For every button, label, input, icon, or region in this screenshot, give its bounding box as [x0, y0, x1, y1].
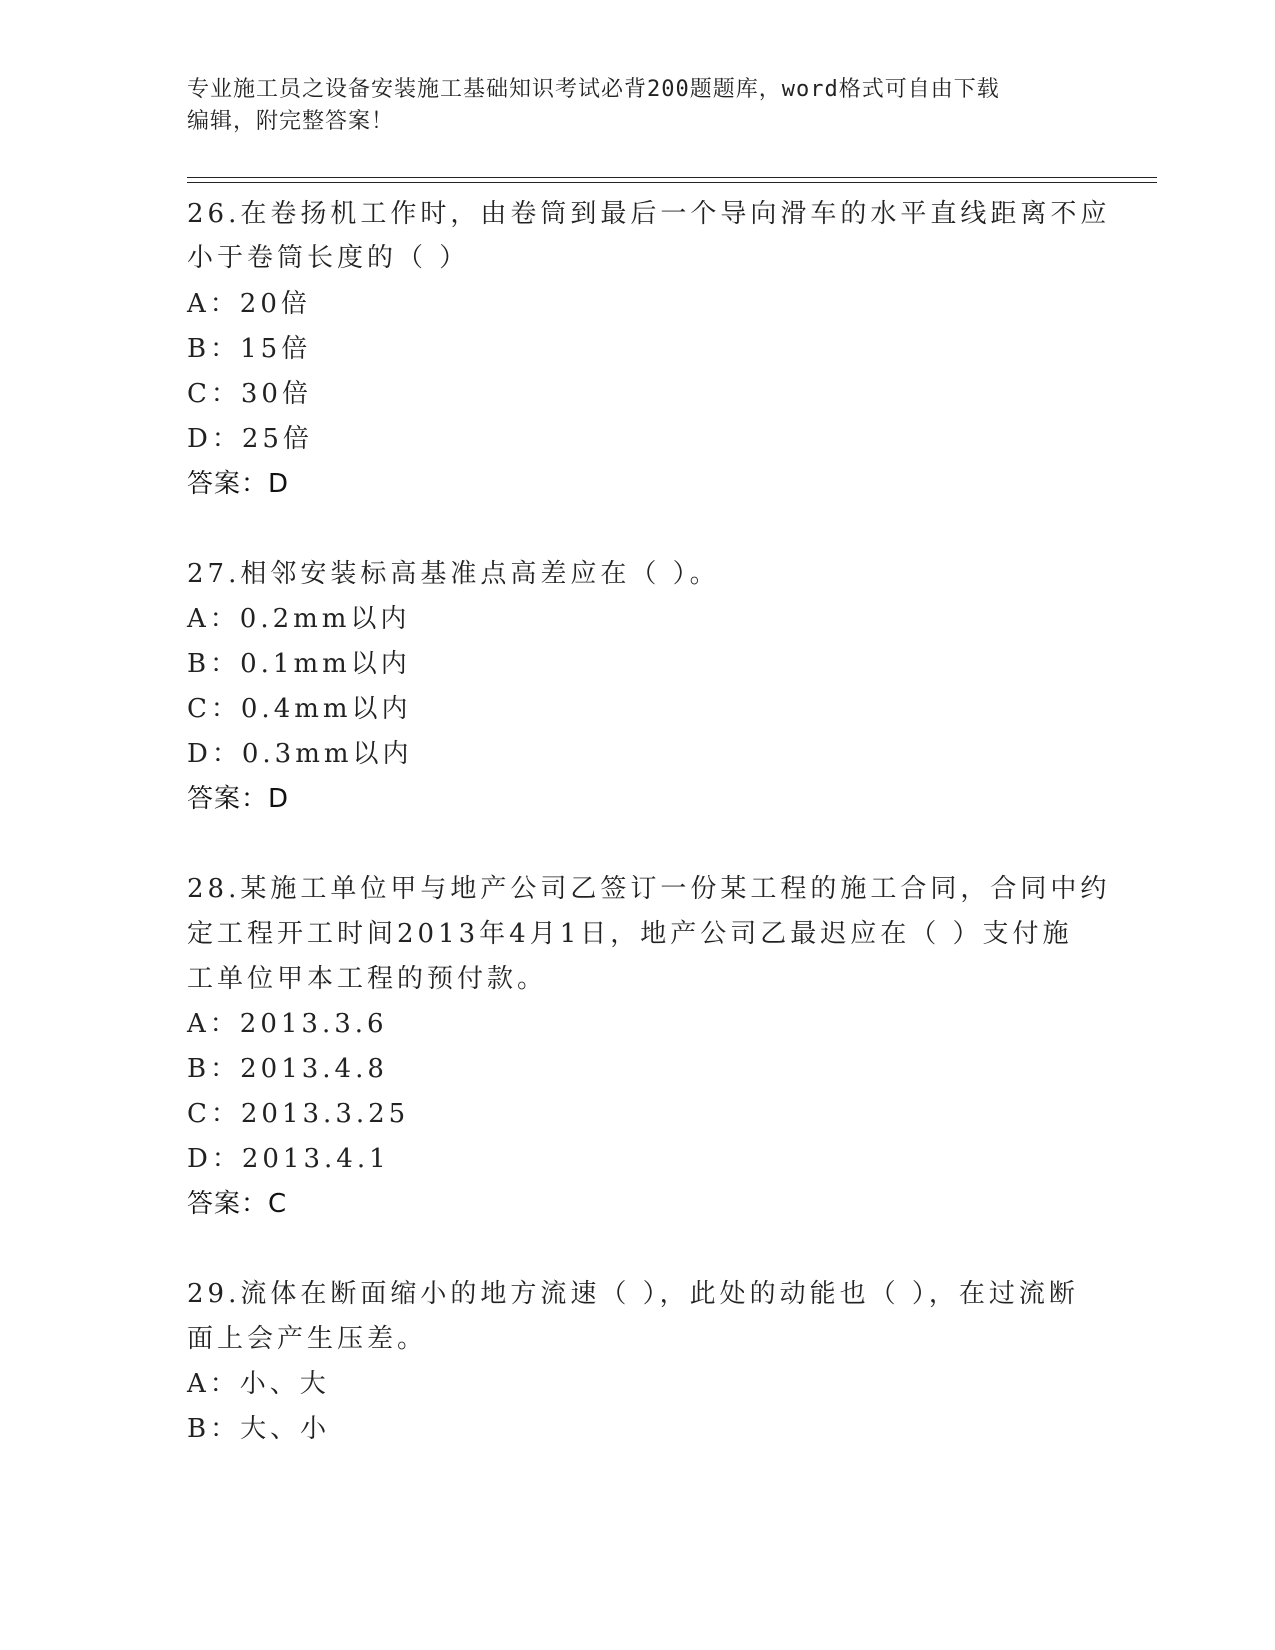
header-line-2: 编辑，附完整答案！	[187, 109, 395, 134]
option-c: C：0.4mm以内	[187, 694, 412, 724]
option-b: B：0.1mm以内	[187, 649, 411, 679]
header-line-1: 专业施工员之设备安装施工基础知识考试必背200题题库，word格式可自由下载	[187, 77, 1000, 102]
question-stem-line: 小于卷筒长度的（ ）	[187, 243, 470, 273]
option-d: D：25倍	[187, 424, 313, 454]
answer-line: 答案：D	[187, 469, 290, 499]
option-a: A：小、大	[187, 1369, 330, 1399]
question-stem-line: 面上会产生压差。	[187, 1324, 428, 1354]
option-c: C：30倍	[187, 379, 312, 409]
option-c: C：2013.3.25	[187, 1099, 410, 1129]
option-d: D：0.3mm以内	[187, 739, 413, 769]
question-stem-line: 27.相邻安装标高基准点高差应在（ ）。	[187, 559, 720, 589]
header-divider-bottom	[187, 182, 1157, 183]
question-stem-line: 26.在卷扬机工作时，由卷筒到最后一个导向滑车的水平直线距离不应	[187, 199, 1111, 229]
option-b: B：15倍	[187, 334, 312, 364]
option-a: A：0.2mm以内	[187, 604, 411, 634]
question-stem-line: 定工程开工时间2013年4月1日，地产公司乙最迟应在（ ）支付施	[187, 919, 1073, 949]
header-divider-top	[187, 177, 1157, 178]
question-stem-line: 28.某施工单位甲与地产公司乙签订一份某工程的施工合同，合同中约	[187, 874, 1111, 904]
question-stem-line: 29.流体在断面缩小的地方流速（ ），此处的动能也（ ），在过流断	[187, 1279, 1079, 1309]
answer-line: 答案：C	[187, 1189, 288, 1219]
option-b: B：大、小	[187, 1414, 331, 1444]
option-a: A：20倍	[187, 289, 311, 319]
answer-line: 答案：D	[187, 784, 290, 814]
option-b: B：2013.4.8	[187, 1054, 388, 1084]
question-stem-line: 工单位甲本工程的预付款。	[187, 964, 548, 994]
option-d: D：2013.4.1	[187, 1144, 390, 1174]
option-a: A：2013.3.6	[187, 1009, 388, 1039]
document-header	[187, 74, 1067, 138]
